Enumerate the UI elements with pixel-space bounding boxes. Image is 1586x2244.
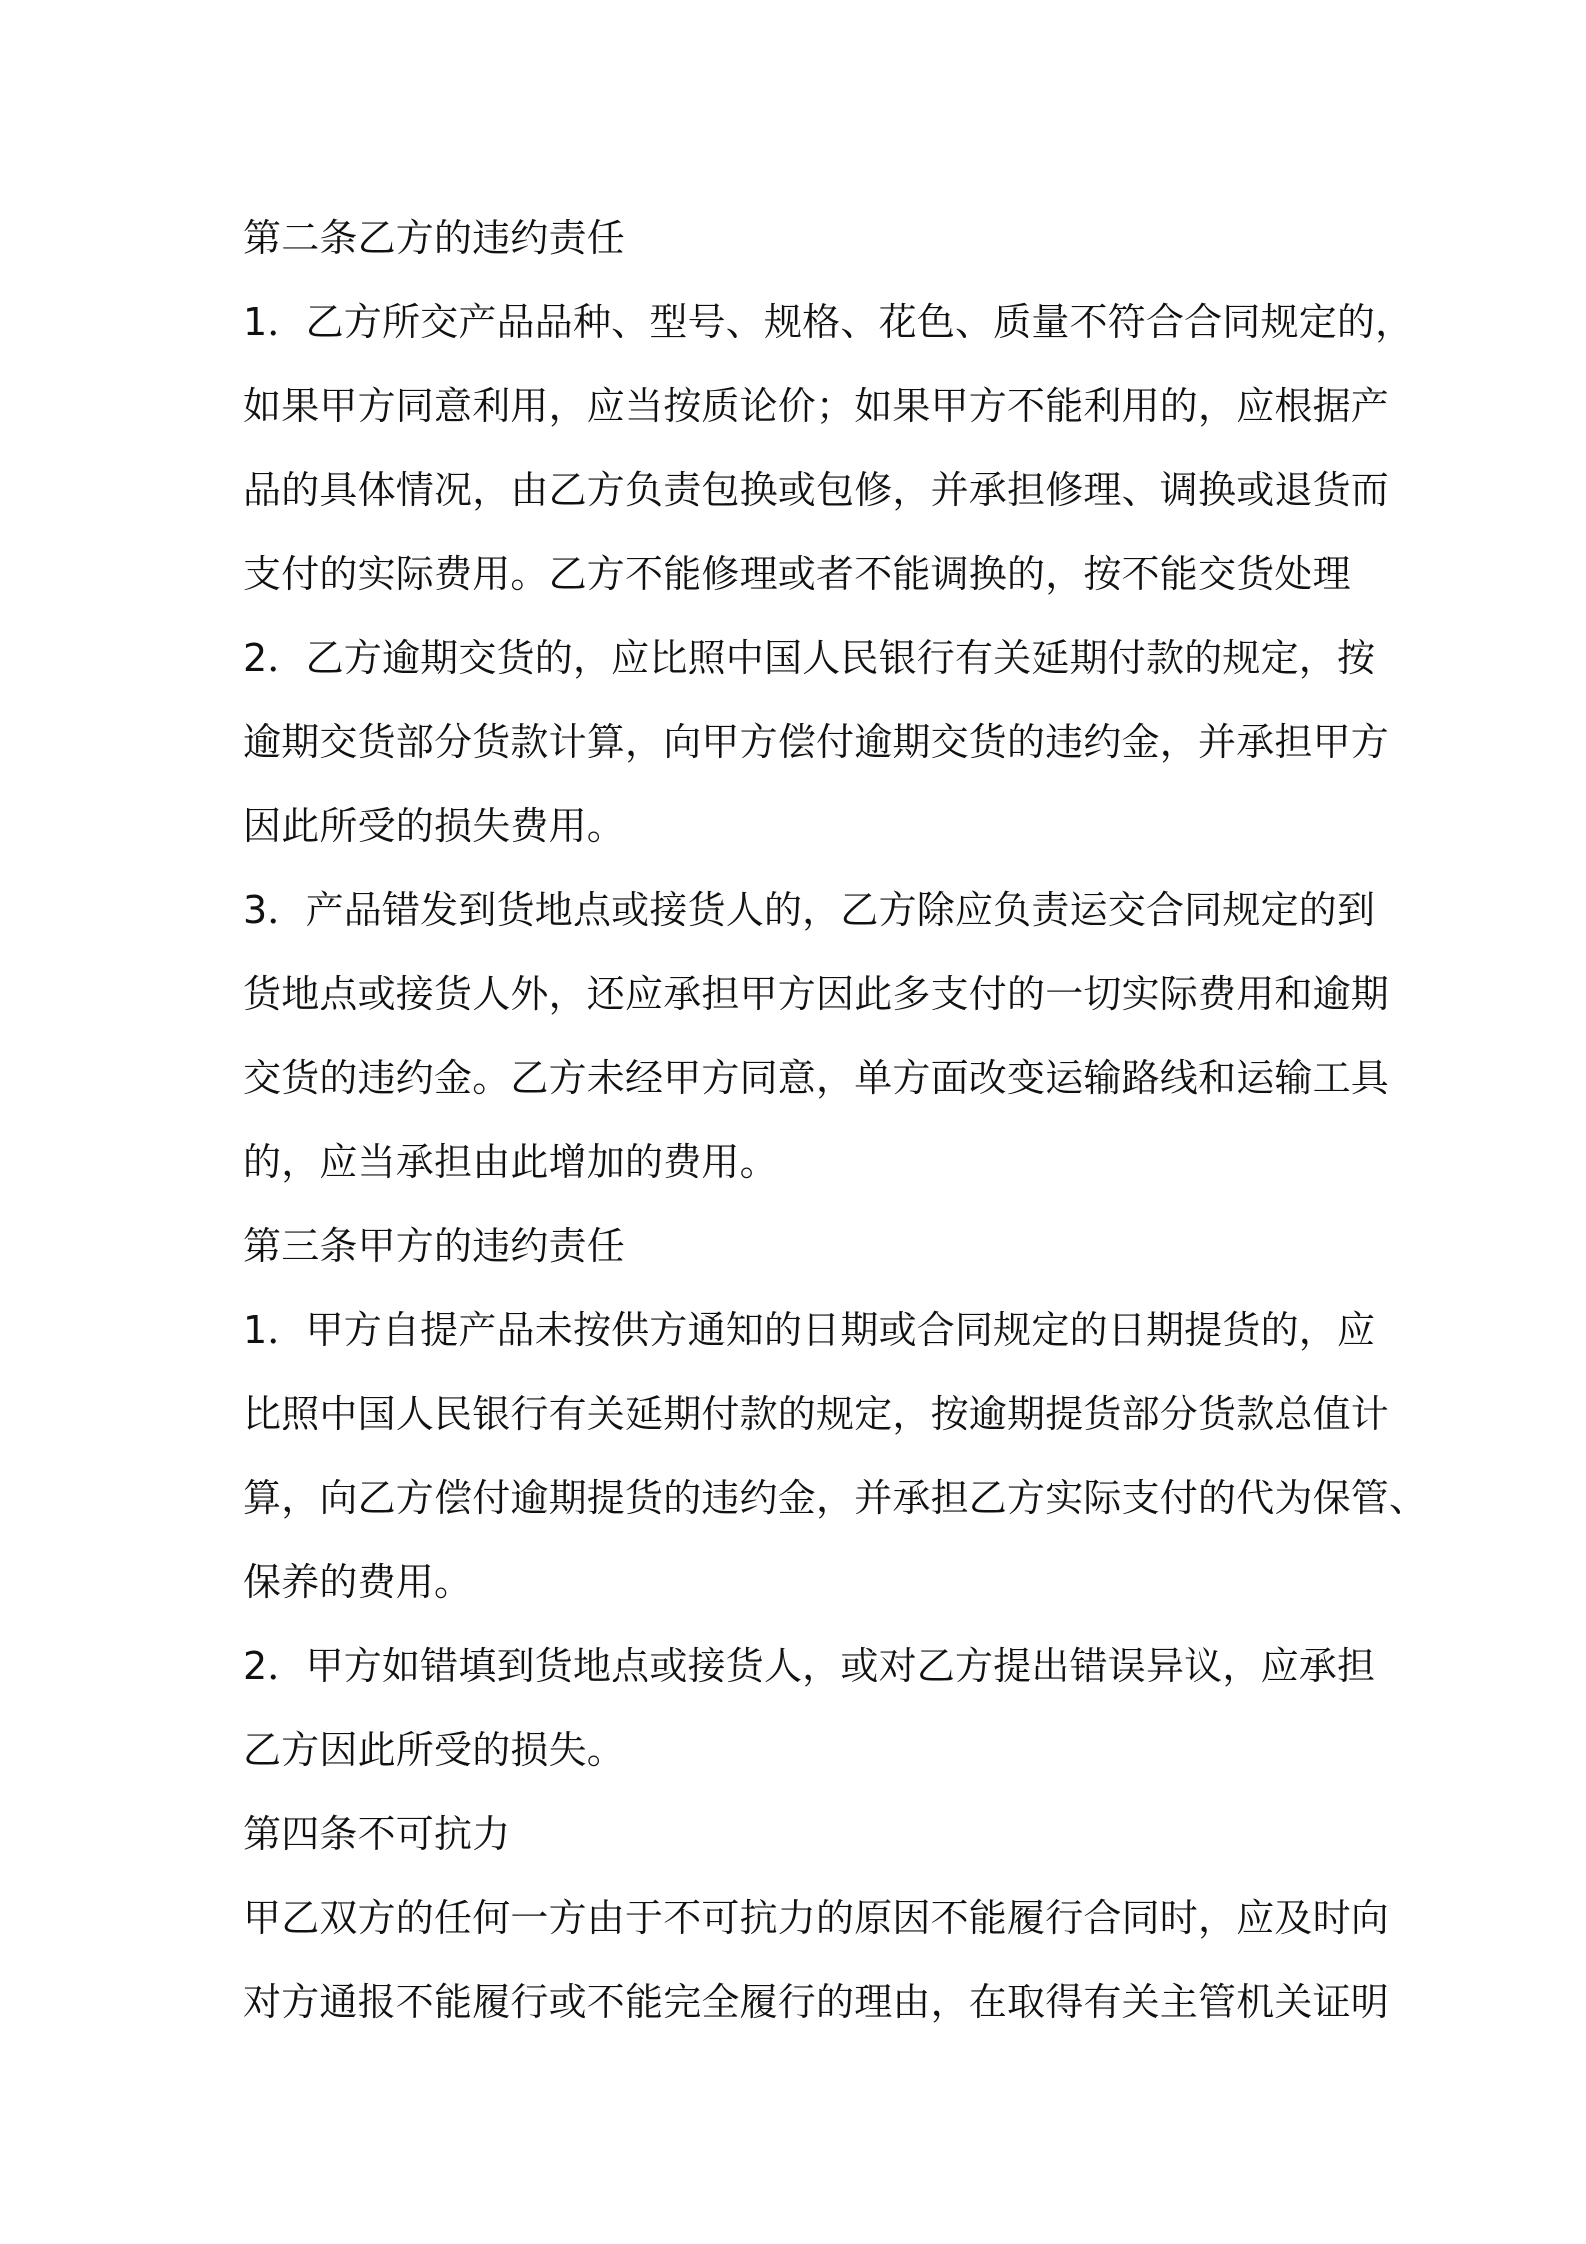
text-line: 因此所受的损失费用。 xyxy=(243,804,626,848)
text-line: 保养的费用。 xyxy=(243,1560,473,1604)
text-line: 支付的实际费用。乙方不能修理或者不能调换的，按不能交货处理 xyxy=(243,552,1351,596)
text-line: 算，向乙方偿付逾期提货的违约金，并承担乙方实际支付的代为保管、 xyxy=(243,1476,1428,1520)
text-line: 对方通报不能履行或不能完全履行的理由，在取得有关主管机关证明 xyxy=(243,1980,1390,2024)
heading-article-3: 第三条甲方的违约责任 xyxy=(243,1224,626,1268)
text-line: 的，应当承担由此增加的费用。 xyxy=(243,1140,778,1184)
text-line: 如果甲方同意利用，应当按质论价；如果甲方不能利用的，应根据产 xyxy=(243,384,1390,428)
text-line: 货地点或接货人外，还应承担甲方因此多支付的一切实际费用和逾期 xyxy=(243,972,1390,1016)
text-line: 比照中国人民银行有关延期付款的规定，按逾期提货部分货款总值计 xyxy=(243,1392,1390,1436)
text-line: 3．产品错发到货地点或接货人的，乙方除应负责运交合同规定的到 xyxy=(243,888,1376,932)
text-line: 交货的违约金。乙方未经甲方同意，单方面改变运输路线和运输工具 xyxy=(243,1056,1390,1100)
text-line: 1．甲方自提产品未按供方通知的日期或合同规定的日期提货的，应 xyxy=(243,1308,1376,1352)
heading-article-2: 第二条乙方的违约责任 xyxy=(243,216,626,260)
heading-article-4: 第四条不可抗力 xyxy=(243,1812,511,1856)
text-line: 乙方因此所受的损失。 xyxy=(243,1728,626,1772)
text-line: 1．乙方所交产品品种、型号、规格、花色、质量不符合合同规定的， xyxy=(243,300,1414,344)
text-line: 2．乙方逾期交货的，应比照中国人民银行有关延期付款的规定，按 xyxy=(243,636,1376,680)
text-line: 逾期交货部分货款计算，向甲方偿付逾期交货的违约金，并承担甲方 xyxy=(243,720,1390,764)
contract-text xyxy=(243,196,1428,2044)
text-line: 2．甲方如错填到货地点或接货人，或对乙方提出错误异议，应承担 xyxy=(243,1644,1376,1688)
text-line: 品的具体情况，由乙方负责包换或包修，并承担修理、调换或退货而 xyxy=(243,468,1390,512)
text-line: 甲乙双方的任何一方由于不可抗力的原因不能履行合同时，应及时向 xyxy=(243,1896,1390,1940)
